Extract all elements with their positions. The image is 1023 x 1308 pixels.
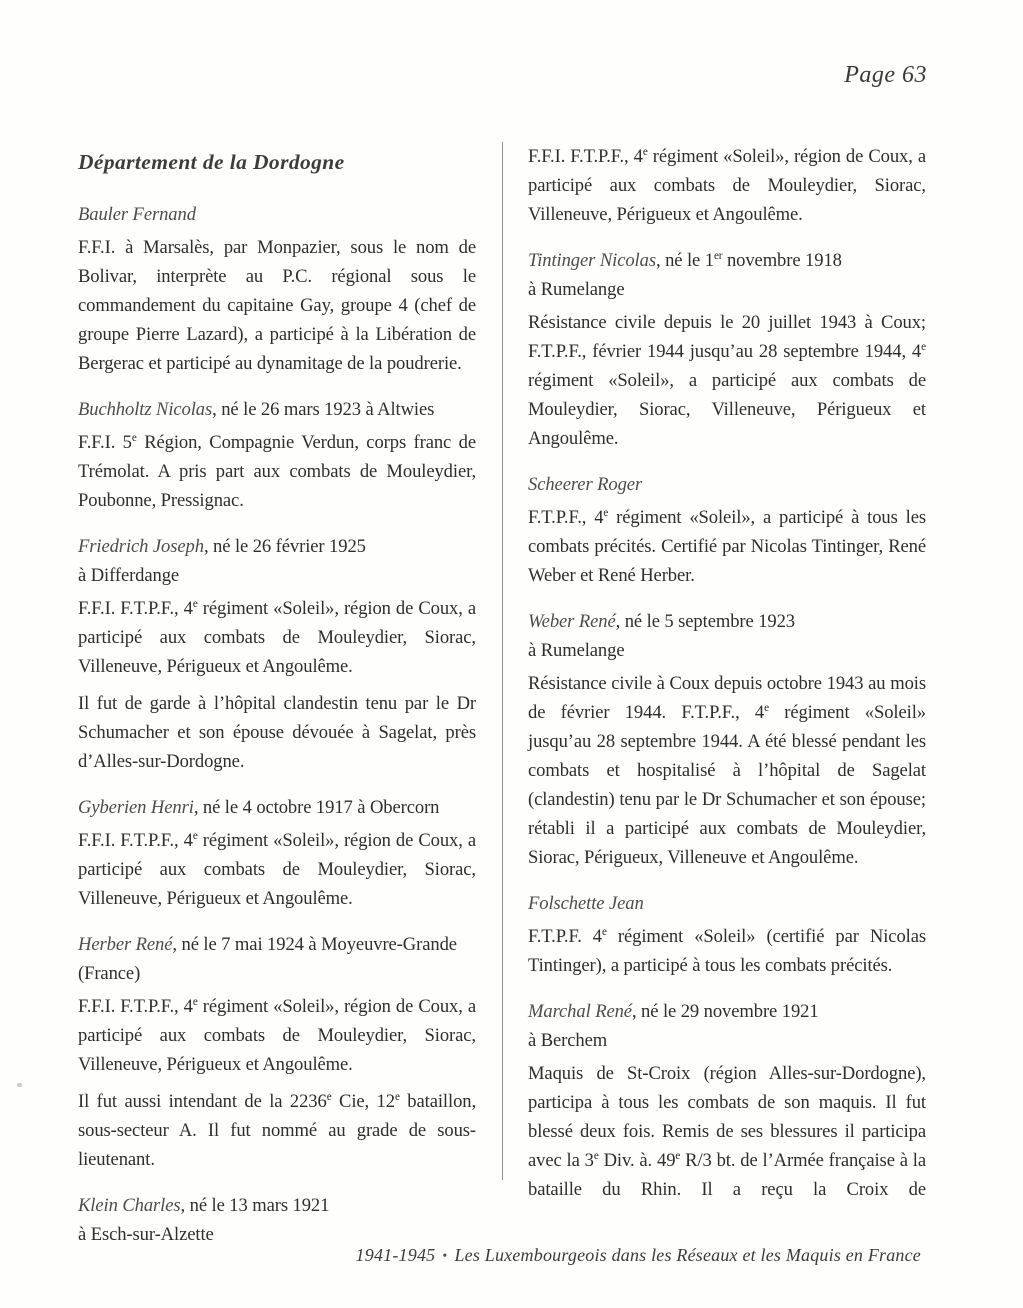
- entry-paragraph: Il fut de garde à l’hôpital clandestin tenu par le Dr Schumacher et son épouse dévouée à Sagelat, près d’Alles-sur-Dordogne.: [78, 693, 476, 772]
- entry-header-line2: à Esch-sur-Alzette: [78, 1224, 214, 1245]
- entry-paragraph: F.F.I. F.T.P.F., 4e régiment «Soleil», région de Coux, a participé aux combats de Mouleydier, Siorac, Villeneuve, Périgueux et Angoulême.: [78, 995, 476, 1075]
- entry-header-line2: (France): [78, 963, 141, 984]
- entry-header: [78, 1191, 476, 1220]
- entry-header: [528, 470, 926, 499]
- person-name: Friedrich Joseph: [78, 536, 204, 557]
- entry-header-rest: , né le 7 mai 1924 à Moyeuvre-Grande: [172, 934, 457, 955]
- entry-header-rest: , né le 26 février 1925: [203, 536, 366, 557]
- person-name: Herber René: [78, 934, 173, 955]
- entry-header-rest: , né le 1er novembre 1918: [655, 249, 842, 271]
- person-name: Tintinger Nicolas: [528, 250, 656, 271]
- entry-header-rest: , né le 13 mars 1921: [180, 1195, 330, 1216]
- person-name: Folschette Jean: [528, 893, 644, 914]
- person-name: Weber René: [528, 611, 616, 632]
- person-entry: [78, 930, 476, 1174]
- entry-header-line2: à Rumelange: [528, 279, 625, 300]
- right-column: [528, 142, 926, 1204]
- person-entry: [528, 470, 926, 590]
- entry-header: [528, 997, 926, 1026]
- entry-header: [528, 607, 926, 636]
- continuation-paragraph: F.F.I. F.T.P.F., 4e régiment «Soleil», région de Coux, a participé aux combats de Mouleydier, Siorac, Villeneuve, Périgueux et Angoulême.: [528, 145, 926, 225]
- entry-header: [78, 793, 476, 822]
- section-heading: Département de la Dordogne: [78, 150, 345, 174]
- person-entry: [78, 395, 476, 515]
- entry-header: [528, 246, 926, 275]
- entry-header: [528, 889, 926, 918]
- person-entry: [528, 607, 926, 872]
- entry-header-line2: à Berchem: [528, 1030, 608, 1051]
- entry-header-rest: , né le 26 mars 1923 à Altwies: [212, 399, 435, 420]
- footer-years: 1941-1945: [355, 1245, 436, 1265]
- person-entry: [528, 889, 926, 980]
- entry-header: [78, 200, 476, 229]
- person-name: Klein Charles: [78, 1195, 181, 1216]
- left-column: [78, 148, 476, 1249]
- person-name: Bauler Fernand: [78, 204, 196, 225]
- column-divider: [502, 142, 503, 1180]
- person-name: Marchal René: [528, 1001, 632, 1022]
- person-name: Gyberien Henri: [78, 797, 194, 818]
- person-entry: [78, 1191, 476, 1249]
- person-name: Scheerer Roger: [528, 474, 643, 495]
- entry-paragraph: Résistance civile depuis le 20 juillet 1943 à Coux; F.T.P.F., février 1944 jusqu’au 28 septembre 1944, 4e régiment «Soleil», a participé aux combats de Mouleydier, Siorac, Villeneuve, Périgueux et Angoulême.: [528, 312, 926, 449]
- entry-header: [78, 395, 476, 424]
- person-entry: [528, 246, 926, 453]
- person-entry: [78, 793, 476, 913]
- entry-header-rest: , né le 29 novembre 1921: [631, 1001, 819, 1022]
- entry-paragraph: F.F.I. F.T.P.F., 4e régiment «Soleil», région de Coux, a participé aux combats de Mouleydier, Siorac, Villeneuve, Périgueux et Angoulême.: [78, 829, 476, 909]
- person-name: Buchholtz Nicolas: [78, 399, 213, 420]
- entry-header-rest: , né le 4 octobre 1917 à Obercorn: [193, 797, 440, 818]
- entry-paragraph: F.F.I. 5e Région, Compagnie Verdun, corps franc de Trémolat. A pris part aux combats de Mouleydier, Poubonne, Pressignac.: [78, 431, 476, 511]
- entry-header-line2: à Rumelange: [528, 640, 625, 661]
- person-entry: [78, 532, 476, 776]
- entry-paragraph: F.T.P.F. 4e régiment «Soleil» (certifié par Nicolas Tintinger), a participé à tous les combats précités.: [528, 925, 927, 976]
- entry-paragraph: F.F.I. à Marsalès, par Monpazier, sous le nom de Bolivar, interprète au P.C. régional sous le commandement du capitaine Gay, groupe 4 (chef de groupe Pierre Lazard), a participé à la Libération de Bergerac et participé au dynamitage de la poudrerie.: [78, 237, 476, 374]
- person-entry: [78, 200, 476, 378]
- entry-header-line2: à Differdange: [78, 565, 180, 586]
- entry-header: [78, 532, 476, 561]
- entry-paragraph: F.T.P.F., 4e régiment «Soleil», a participé à tous les combats précités. Certifié par Nicolas Tintinger, René Weber et René Herber.: [528, 506, 926, 586]
- person-entry: [528, 997, 926, 1204]
- scan-speck: [17, 1083, 22, 1087]
- page-number: Page 63: [844, 62, 927, 88]
- entry-header: [78, 930, 476, 959]
- footer-separator: •: [442, 1249, 448, 1264]
- entry-paragraph: Résistance civile à Coux depuis octobre 1943 au mois de février 1944. F.T.P.F., 4e régiment «Soleil» jusqu’au 28 septembre 1944. A été blessé pendant les combats et hospitalisé à l’hôpital de Sagelat (clandestin) tenu par le Dr Schumacher et son épouse; rétabli il a participé aux combats de Mouleydier, Siorac, Périgueux, Villeneuve et Angoulême.: [528, 673, 926, 868]
- entry-paragraph: Il fut aussi intendant de la 2236e Cie, 12e bataillon, sous-secteur A. Il fut nommé au grade de sous-lieutenant.: [78, 1090, 477, 1170]
- entry-paragraph: Maquis de St-Croix (région Alles-sur-Dordogne), participa à tous les combats de son maquis. Il fut blessé deux fois. Remis de ses blessures il participa avec la 3e Div. à. 49e R/3 bt. de l’Armée française à la bataille du Rhin. Il a reçu la Croix de: [528, 1063, 926, 1200]
- footer-book-title: Les Luxembourgeois dans les Réseaux et les Maquis en France: [454, 1245, 921, 1265]
- entry-header-rest: , né le 5 septembre 1923: [615, 611, 795, 632]
- entry-paragraph: F.F.I. F.T.P.F., 4e régiment «Soleil», région de Coux, a participé aux combats de Mouleydier, Siorac, Villeneuve, Périgueux et Angoulême.: [78, 597, 476, 677]
- page-footer: [356, 1245, 921, 1266]
